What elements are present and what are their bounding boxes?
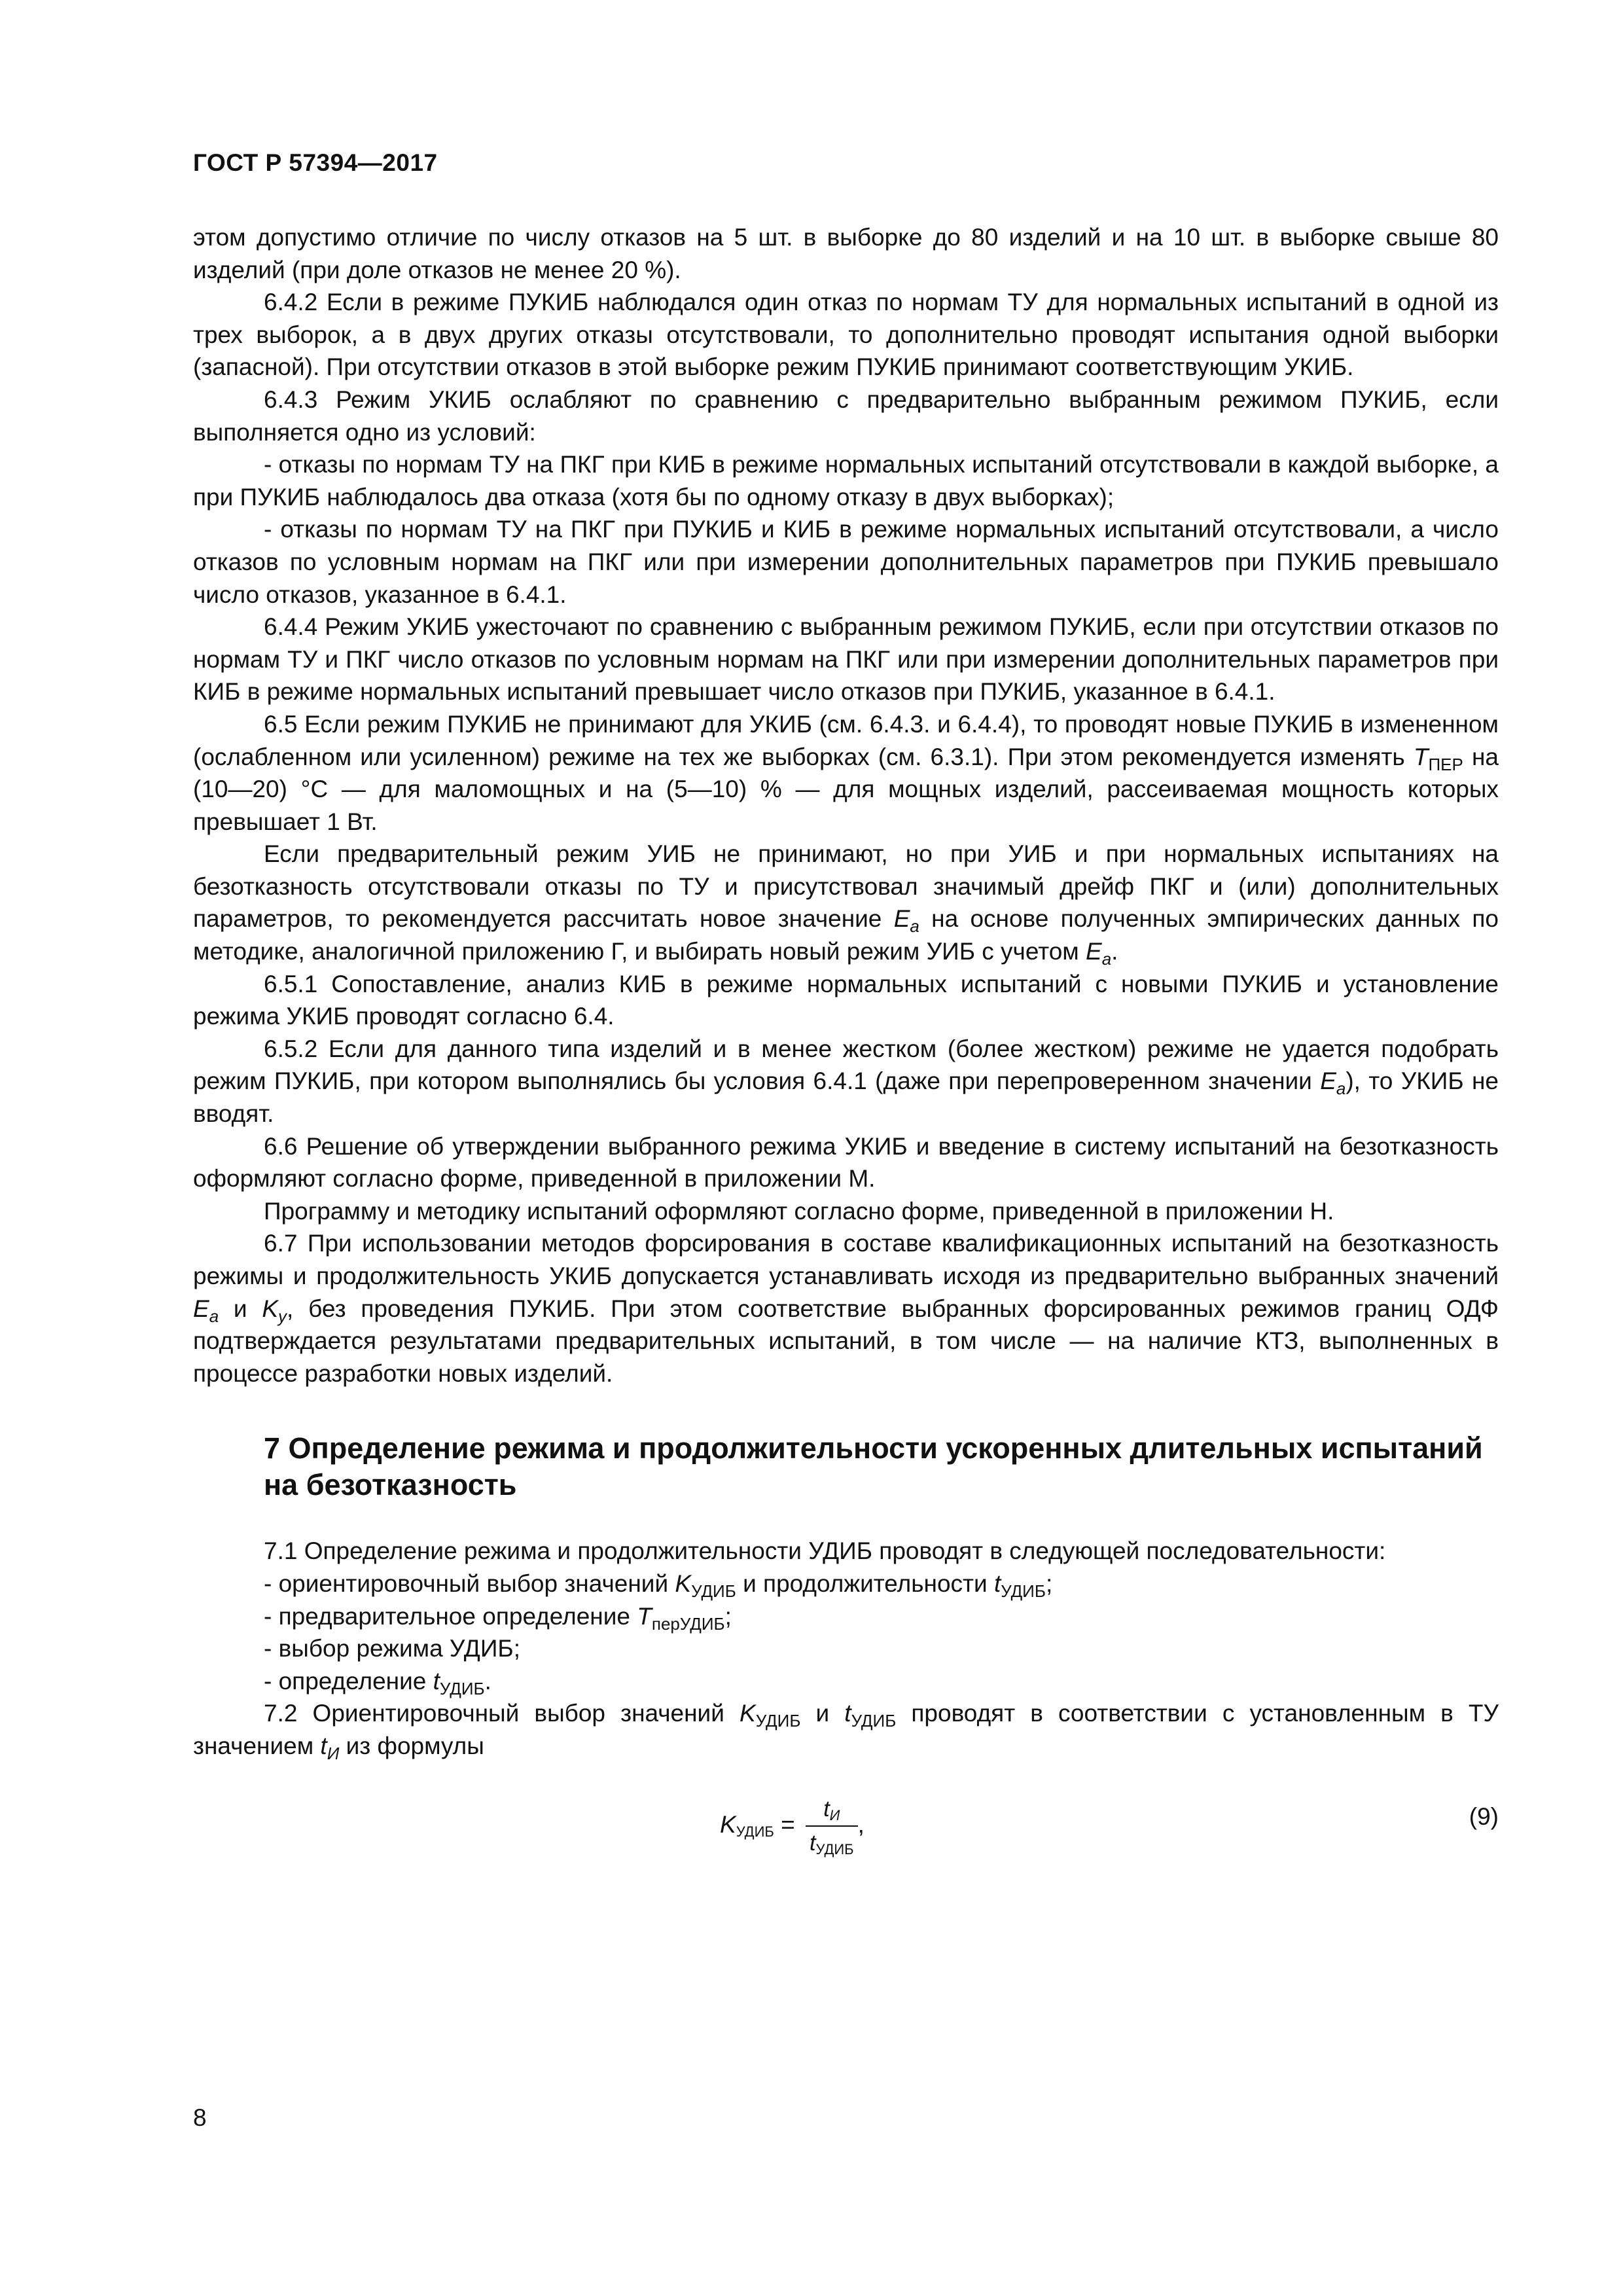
page-content: [193, 221, 1499, 1887]
list-item-3: - выбор режима УДИБ;: [264, 1635, 520, 1662]
paragraph-6-4-4: 6.4.4 Режим УКИБ ужесточают по сравнению с выбранным режимом ПУКИБ, если при отсутствии отказов по нормам ТУ и ПКГ число отказов по условным нормам на ПКГ или при измерении дополнительных параметров при КИБ в режиме нормальных испытаний превышает число отказов при ПУКИБ, указанное в 6.4.1.: [193, 613, 1499, 706]
paragraph-6-7: 6.7 При использовании методов форсирования в составе квалификационных испытаний на безотказность режимы и продолжительность УКИБ допускается устанавливать исходя из предварительно выбранных значений $E_a$ и $K_у$, без проведения ПУКИБ. При этом соответствие выбранных форсированных режимов границ ОДФ подтверждается результатами предварительных испытаний, в том числе — на наличие КТЗ, выполненных в процессе разработки новых изделий.: [193, 1230, 1499, 1387]
paragraph-6-6: 6.6 Решение об утверждении выбранного режима УКИБ и введение в систему испытаний на безотказность оформляют согласно форме, приведенной в приложении М.: [193, 1132, 1499, 1193]
formula-9: [193, 1789, 1499, 1887]
paragraph-7-2: 7.2 Ориентировочный выбор значений $K_{УДИБ}$ и $t_{УДИБ}$ проводят в соответствии с установленным в ТУ значением $t_И$ из формулы: [193, 1700, 1499, 1763]
paragraph-6-4-2: 6.4.2 Если в режиме ПУКИБ наблюдался один отказ по нормам ТУ для нормальных испытаний в одной из трех выборок, а в двух других отказы отсутствовали, то дополнительно проводят испытания одной выборки (запасной). При отсутствии отказов в этой выборке режим ПУКИБ принимают соответствующим УКИБ.: [193, 289, 1499, 381]
formula-denominator: $t_{УДИБ}$: [810, 1830, 854, 1857]
paragraph-6-5-note: Если предварительный режим УИБ не принимают, но при УИБ и при нормальных испытаниях на безотказность отсутствовали отказы по ТУ и присутствовал значимый дрейф ПКГ и (или) дополнительных параметров, то рекомендуется рассчитать новое значение $E_a$ на основе полученных эмпирических данных по методике, аналогичной приложению Г, и выбирать новый режим УИБ с учетом $E_a$.: [193, 840, 1499, 969]
list-item-4: - определение $t_{УДИБ}$.: [264, 1667, 491, 1698]
page-number: 8: [193, 2104, 207, 2131]
condition-item-1: - отказы по нормам ТУ на ПКГ при КИБ в режиме нормальных испытаний отсутствовали в каждой выборке, а при ПУКИБ наблюдалось два отказа (хотя бы по одному отказу в двух выборках);: [193, 451, 1499, 511]
paragraph-program: Программу и методику испытаний оформляют согласно форме, приведенной в приложении Н.: [264, 1197, 1334, 1225]
formula-expression: $K_{УДИБ}$ = $\frac{t_И}{t_{УДИБ}}$ ,: [720, 1796, 865, 1857]
formula-number: (9): [1469, 1803, 1499, 1830]
formula-numerator: $t_И$: [806, 1795, 858, 1827]
list-item-1: - ориентировочный выбор значений $K_{УДИБ}$ и продолжительности $t_{УДИБ}$;: [264, 1570, 1053, 1601]
document-header: ГОСТ Р 57394—2017: [193, 149, 438, 176]
paragraph-7-1: 7.1 Определение режима и продолжительности УДИБ проводят в следующей последовательности:: [264, 1537, 1386, 1565]
paragraph-6-5-2: 6.5.2 Если для данного типа изделий и в менее жестком (более жестком) режиме не удается подобрать режим ПУКИБ, при котором выполнялись бы условия 6.4.1 (даже при перепроверенном значении $E_a$), то УКИБ не вводят.: [193, 1035, 1499, 1128]
formula-fraction: [806, 1795, 858, 1857]
condition-item-2: - отказы по нормам ТУ на ПКГ при ПУКИБ и КИБ в режиме нормальных испытаний отсутствовали, а число отказов по условным нормам на ПКГ или при измерении дополнительных параметров при ПУКИБ превышало число отказов, указанное в 6.4.1.: [193, 516, 1499, 608]
list-item-2: - предварительное определение $T_{перУДИБ}$;: [264, 1602, 732, 1634]
paragraph-continuation: этом допустимо отличие по числу отказов на 5 шт. в выборке до 80 изделий и на 10 шт. в выборке свыше 80 изделий (при доле отказов не менее 20 %).: [193, 224, 1499, 283]
paragraph-6-5: 6.5 Если режим ПУКИБ не принимают для УКИБ (см. 6.4.3. и 6.4.4), то проводят новые ПУКИБ в измененном (ослабленном или усиленном) режиме на тех же выборках (см. 6.3.1). При этом рекомендуется изменять $T_{ПЕР}$ на (10—20) °С — для маломощных и на (5—10) % — для мощных изделий, рассеиваемая мощность которых превышает 1 Вт.: [193, 710, 1499, 835]
section-7-heading: 7 Определение режима и продолжительности ускоренных длительных испытаний на безотказность: [264, 1431, 1483, 1502]
paragraph-6-4-3: 6.4.3 Режим УКИБ ослабляют по сравнению с предварительно выбранным режимом ПУКИБ, если выполняется одно из условий:: [193, 386, 1499, 446]
paragraph-6-5-1: 6.5.1 Сопоставление, анализ КИБ в режиме нормальных испытаний с новыми ПУКИБ и установление режима УКИБ проводят согласно 6.4.: [193, 970, 1499, 1030]
